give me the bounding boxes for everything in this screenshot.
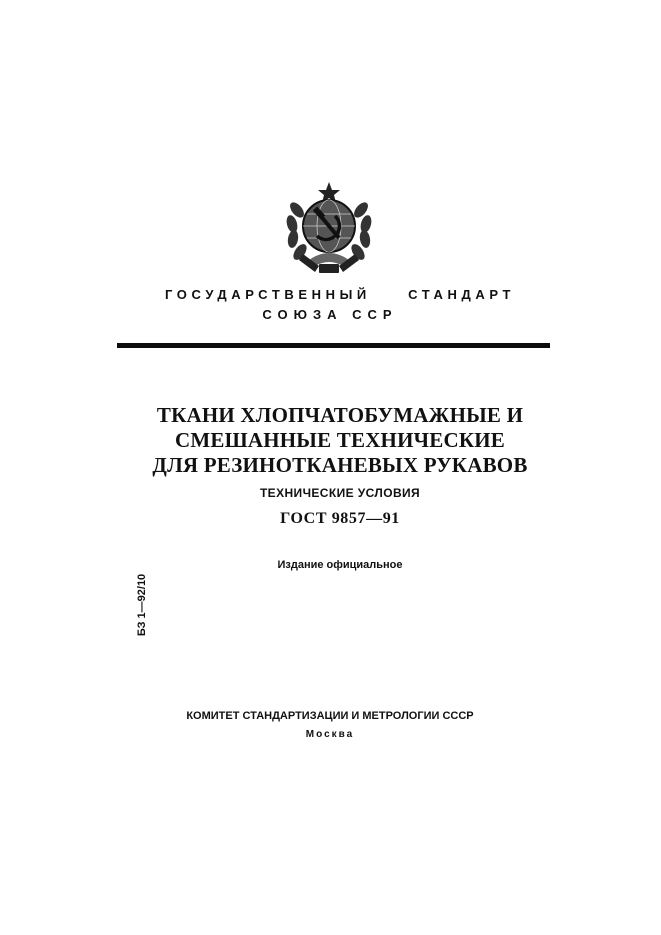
standard-header bbox=[165, 287, 515, 302]
title-line: ДЛЯ РЕЗИНОТКАНЕВЫХ РУКАВОВ bbox=[152, 453, 528, 477]
document-title bbox=[140, 403, 540, 478]
header-standard-label: СТАНДАРТ bbox=[408, 287, 515, 302]
standard-number: ГОСТ 9857—91 bbox=[280, 510, 400, 527]
document-subtitle: ТЕХНИЧЕСКИЕ УСЛОВИЯ bbox=[259, 486, 421, 500]
header-divider bbox=[117, 343, 550, 348]
title-line: ТКАНИ ХЛОПЧАТОБУМАЖНЫЕ И bbox=[156, 403, 524, 427]
edition-label: Издание официальное bbox=[277, 559, 403, 571]
title-line: СМЕШАННЫЕ ТЕХНИЧЕСКИЕ bbox=[175, 428, 505, 452]
side-code-text: БЗ 1—92/10 bbox=[136, 573, 148, 637]
publisher-city: Москва bbox=[305, 729, 355, 740]
header-state-label: ГОСУДАРСТВЕННЫЙ bbox=[165, 287, 371, 302]
ussr-state-emblem-icon bbox=[283, 180, 375, 276]
publisher-committee: КОМИТЕТ СТАНДАРТИЗАЦИИ И МЕТРОЛОГИИ СССР bbox=[186, 710, 474, 722]
side-code bbox=[132, 570, 152, 640]
header-union-label: СОЮЗА ССР bbox=[262, 307, 398, 322]
